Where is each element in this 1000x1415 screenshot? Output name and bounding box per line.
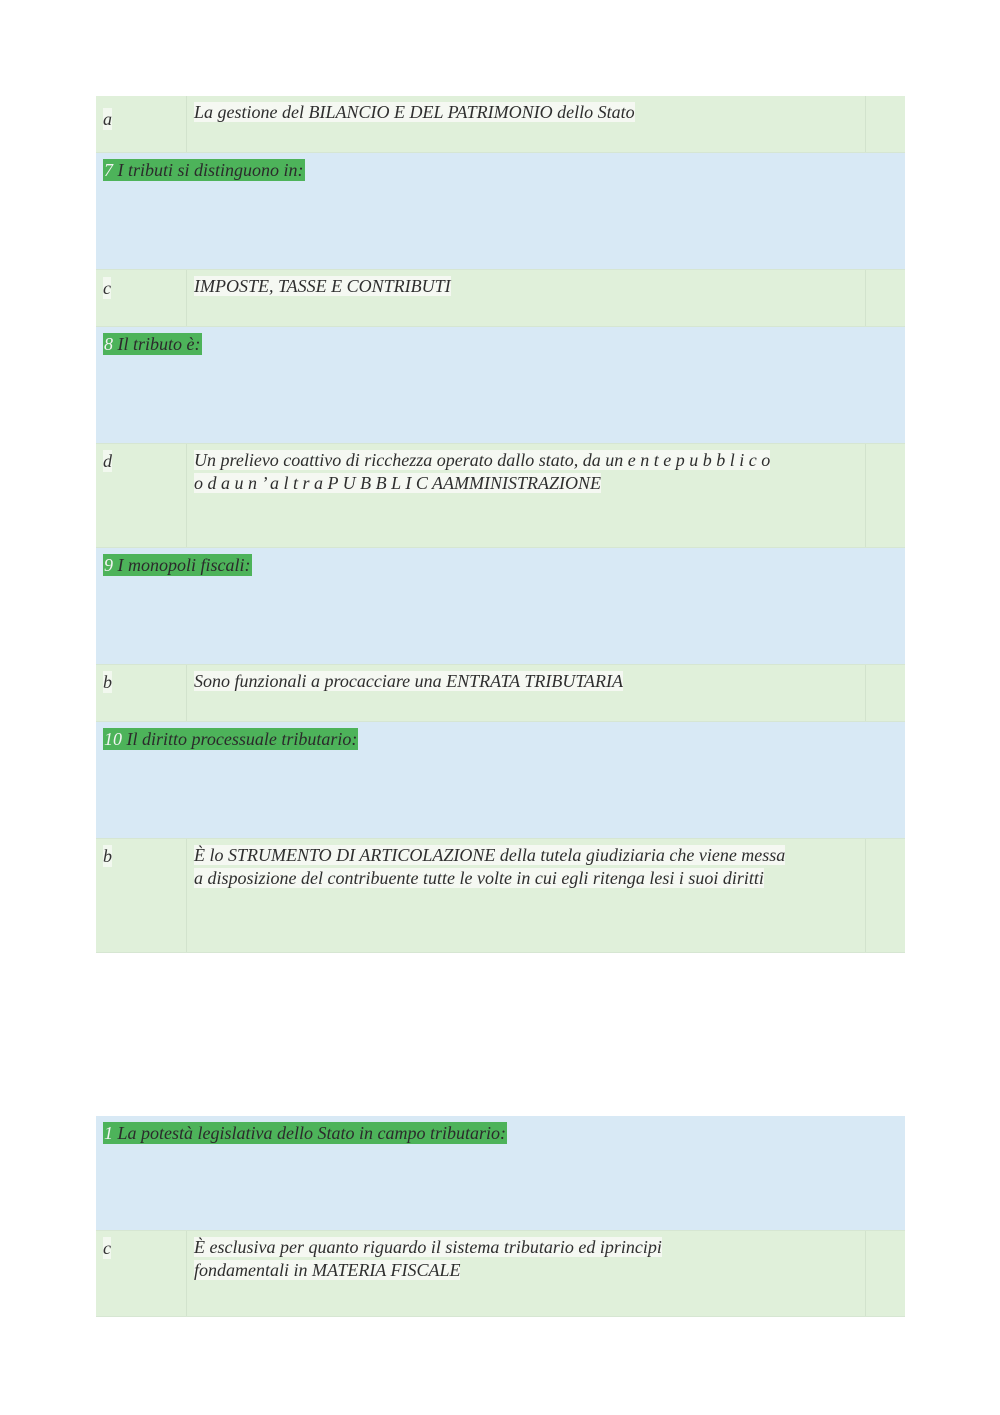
quiz-table-2	[96, 1116, 905, 1317]
question-row	[96, 153, 905, 270]
answer-text-line-1: È esclusiva per quanto riguardo il sistema tributario ed iprincipi	[194, 1237, 662, 1257]
answer-row	[96, 444, 905, 548]
answer-letter: c	[103, 278, 111, 298]
answer-text: La gestione del BILANCIO E DEL PATRIMONIO dello Stato	[194, 102, 635, 122]
question-text: 7 I tributi si distinguono in:	[104, 160, 304, 180]
question-row	[96, 722, 905, 839]
question-text: 9 I monopoli fiscali:	[104, 555, 251, 575]
answer-letter: b	[103, 672, 112, 692]
question-row	[96, 1116, 905, 1231]
answer-text-line-2: a disposizione del contribuente tutte le volte in cui egli ritenga lesi i suoi diritti	[194, 868, 764, 888]
answer-letter: c	[103, 1238, 111, 1258]
quiz-table-1	[96, 96, 905, 953]
answer-row	[96, 96, 905, 153]
question-text: 8 Il tributo è:	[104, 334, 201, 354]
question-row	[96, 327, 905, 444]
question-text: 10 Il diritto processuale tributario:	[104, 729, 358, 749]
answer-row	[96, 1231, 905, 1317]
answer-letter: b	[103, 846, 112, 866]
answer-text-line-2: o d a u n ’ a l t r a P U B B L I C AAMMINISTRAZIONE	[194, 473, 602, 493]
question-row	[96, 548, 905, 665]
answer-row	[96, 839, 905, 953]
answer-text: IMPOSTE, TASSE E CONTRIBUTI	[194, 276, 451, 296]
answer-text-line-2: fondamentali in MATERIA FISCALE	[194, 1260, 461, 1280]
answer-text: Sono funzionali a procacciare una ENTRATA TRIBUTARIA	[194, 671, 623, 691]
question-text: 1 La potestà legislativa dello Stato in campo tributario:	[104, 1123, 506, 1143]
answer-row	[96, 270, 905, 327]
answer-row	[96, 665, 905, 722]
answer-text-line-1: È lo STRUMENTO DI ARTICOLAZIONE della tutela giudiziaria che viene messa	[194, 845, 786, 865]
answer-letter: d	[103, 451, 112, 471]
answer-text-line-1: Un prelievo coattivo di ricchezza operato dallo stato, da un e n t e p u b b l i c o	[194, 450, 771, 470]
answer-letter: a	[103, 109, 112, 129]
